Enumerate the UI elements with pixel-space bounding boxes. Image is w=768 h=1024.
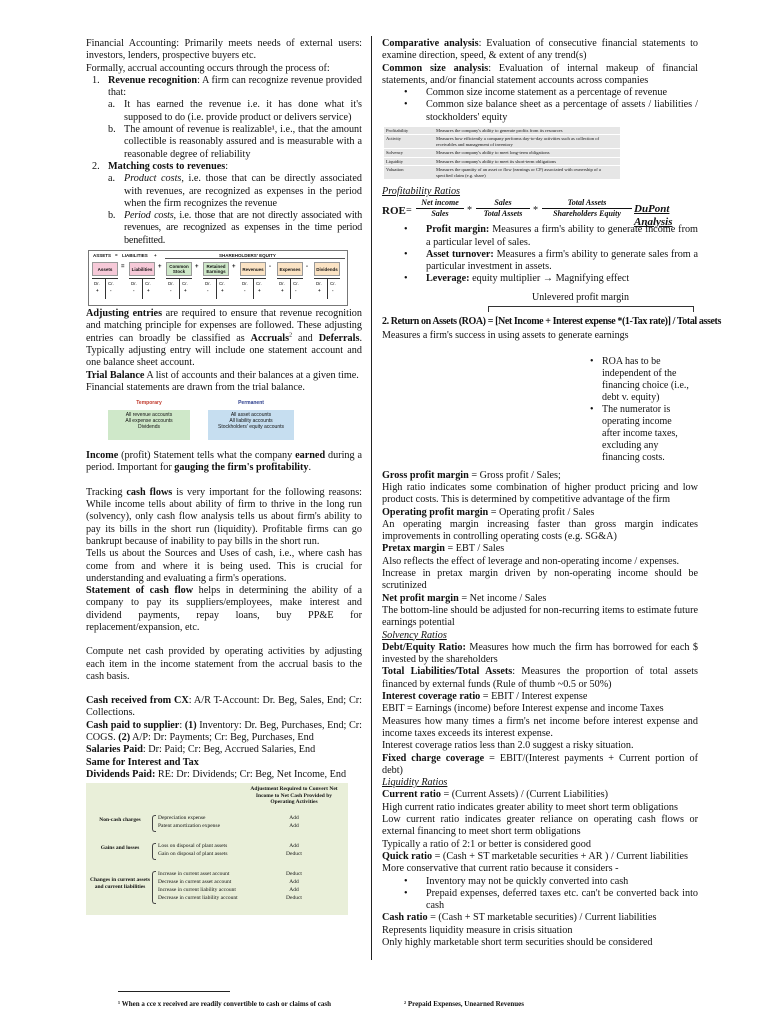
- debit-sign: +: [318, 288, 321, 294]
- ratio-category-table: [384, 127, 620, 180]
- eq-box: [240, 262, 266, 300]
- eq-assets-label: ASSETS: [93, 253, 112, 259]
- equals-sign: =: [406, 205, 412, 217]
- list-item-text: Common size balance sheet as a percentage of assets / liabilities / stockholders' equity: [426, 99, 698, 123]
- adjustment-item: Decrease in current liability account: [158, 895, 238, 902]
- compute-paragraph: Compute net cash provided by operating activities by adjusting each item in the income statement from the accrual basis to the cash basis.: [86, 646, 362, 682]
- debit-label: Dr.: [279, 281, 285, 287]
- credit-label: Cr.: [219, 281, 225, 287]
- paragraph-text: = EBT / Sales: [444, 543, 505, 555]
- interest-coverage-desc: Measures how many times a firm's net income before interest expense and income taxes exceeds its interest expense.: [382, 715, 698, 739]
- ratio-description: Measures the company's ability to meet long-term obligations: [436, 150, 550, 156]
- credit-sign: +: [258, 288, 261, 294]
- list-item-text: Measures a firm's ability to generate income from a particular level of sales.: [426, 224, 698, 248]
- debit-label: Dr.: [168, 281, 174, 287]
- paragraph-text: are required to ensure that revenue recognition and matching principle for expenses are followed. These adjusting entries can broadly be classified as: [86, 308, 362, 344]
- paragraph-text: = EBIT / Interest expense: [480, 691, 588, 703]
- dupont-label: DuPont Analysis: [634, 203, 673, 228]
- ratio-description: Measures the company's ability to generate profits from its resources: [436, 128, 563, 134]
- current-ratio-term: Current ratio: [382, 789, 441, 801]
- temporary-line: Dividends: [138, 424, 160, 431]
- list-item-text: Measures a firm's ability to generate sales from a particular investment in assets.: [426, 248, 699, 273]
- current-ratio-desc: High current ratio indicates greater ability to meet short term obligations: [382, 801, 678, 813]
- salaries-paragraph: [86, 744, 362, 756]
- debit-sign: +: [281, 288, 284, 294]
- table-row: [384, 166, 620, 180]
- paragraph-text: during a period. Important for: [86, 450, 362, 474]
- permanent-line: Stockholders' equity accounts: [218, 424, 284, 431]
- cash-ratio-desc: Only highly marketable short term securities should be considered: [382, 936, 653, 948]
- numerator: Sales: [476, 198, 530, 209]
- ratio-category: Profitability: [386, 128, 409, 134]
- interest-coverage-term: Interest coverage ratio: [382, 691, 481, 703]
- credit-sign: +: [184, 288, 187, 294]
- step-number: (1): [184, 719, 197, 731]
- list-item: • Leverage: equity multiplier → Magnifying effect: [404, 273, 630, 285]
- total-liab-term: Total Liabilities/Total Assets: [382, 666, 513, 678]
- scf-term: Statement of cash flow: [86, 585, 194, 597]
- operating-margin-paragraph: [382, 507, 698, 519]
- eq-equals: =: [115, 253, 118, 259]
- brace: [152, 815, 156, 832]
- credit-label: Cr.: [182, 281, 188, 287]
- list-item: • Common size balance sheet as a percentage of assets / liabilities / stockholders' equity: [404, 99, 698, 123]
- temporary-title: Temporary: [136, 400, 162, 407]
- permanent-title: Permanent: [238, 400, 264, 407]
- eq-box: [92, 262, 118, 300]
- trial-balance-paragraph: [86, 370, 362, 382]
- total-liab-paragraph: [382, 666, 698, 691]
- eq-box-label: Common Stock: [166, 262, 192, 276]
- dividends-paragraph: [86, 769, 362, 781]
- paragraph-text: : Evaluation of consecutive financial statements to examine direction, speed, & extent of any trend(s): [382, 38, 698, 62]
- brace: [152, 843, 156, 860]
- eq-box-label: Retained Earnings: [203, 262, 229, 276]
- list-item: 1. Revenue recognition: A firm can recognize revenue provided that:: [92, 74, 362, 99]
- spacer: [86, 683, 362, 695]
- adjustment-value: Deduct: [286, 871, 302, 878]
- list-item-text: :: [225, 160, 229, 172]
- quick-ratio-desc: More conservative that current ratio because it considers -: [382, 863, 619, 875]
- income-statement-paragraph: [86, 450, 362, 475]
- roe-label: ROE: [382, 205, 406, 218]
- list-item: 2. Matching costs to revenues:: [92, 160, 229, 172]
- eq-box-label: Assets: [92, 262, 118, 276]
- list-item: • The numerator is operating income after income taxes, excluding any financing costs.: [590, 403, 678, 463]
- times-sign: *: [467, 205, 473, 217]
- column-divider: [371, 36, 372, 960]
- eq-plus: +: [154, 253, 157, 259]
- dividends-term: Dividends Paid:: [86, 768, 156, 780]
- list-item: a. It has earned the revenue i.e. it has done what it's supposed to do (i.e. provide product or delivers service): [108, 99, 362, 123]
- footnote-right: ² Prepaid Expenses, Unearned Revenues: [404, 1000, 525, 1008]
- eq-operator: +: [158, 264, 162, 271]
- interest-coverage-paragraph: [382, 691, 698, 703]
- temporary-line: All expense accounts: [125, 418, 173, 425]
- eq-box: [203, 262, 229, 300]
- net-margin-desc: The bottom-line should be adjusted for non-recurring items to estimate future earnings potential: [382, 604, 698, 629]
- eq-operator: +: [195, 264, 199, 271]
- liquidity-heading: [382, 777, 698, 789]
- credit-sign: +: [147, 288, 150, 294]
- credit-label: Cr.: [145, 281, 151, 287]
- fs-paragraph: Financial statements are drawn from the trial balance.: [86, 381, 305, 393]
- leverage-term: Leverage:: [426, 273, 470, 285]
- fixed-charge-term: Fixed charge coverage: [382, 752, 485, 764]
- ratio-description: Measures the quantity of an asset or flow (earnings or CF) associated with ownership of a specified claim (e.g. share): [436, 167, 601, 178]
- list-item-text: ROA has to be independent of the financing choice (i.e., debt v. equity): [602, 355, 689, 403]
- intro-paragraph: Financial Accounting: Primarily meets needs of external users: investors, lenders, prospective buyers etc.: [86, 38, 362, 62]
- debit-sign: -: [133, 288, 135, 294]
- pretax-margin-paragraph: [382, 543, 698, 555]
- temporary-permanent-diagram: [86, 396, 362, 444]
- adjustment-header: Adjustment Required to Convert Net Income to Net Cash Provided by Operating Activities: [250, 786, 338, 806]
- pretax-margin-term: Pretax margin: [382, 543, 445, 555]
- paragraph-text: and: [292, 332, 319, 344]
- t-account: [203, 278, 229, 299]
- ratio-description: Measures the company's ability to meet its short-term obligations: [436, 158, 556, 164]
- paragraph-text: = (Cash + ST marketable securities) / Current liabilities: [427, 912, 657, 924]
- paragraph-text: = (Cash + ST marketable securities + AR ) / Current liabilities: [432, 850, 688, 862]
- numerator: Net income: [416, 198, 464, 209]
- ratio-category: Liquidity: [386, 158, 404, 164]
- list-item: • Common size income statement as a percentage of revenue: [404, 87, 668, 99]
- comparative-term: Comparative analysis: [382, 38, 479, 49]
- ratio-category: Valuation: [386, 167, 404, 173]
- adjustment-value: Add: [289, 823, 299, 830]
- paragraph-text: : Measures the proportion of total assets financed by external funds (Rule of thumb ~0.5 or 50%): [382, 666, 698, 690]
- unlevered-bracket: [488, 306, 694, 312]
- spacer: [86, 634, 362, 646]
- permanent-line: All liability accounts: [229, 418, 273, 425]
- list-item: • Inventory may not be quickly converted into cash: [404, 875, 629, 887]
- asset-turnover-term: Asset turnover:: [426, 248, 494, 260]
- debit-sign: -: [207, 288, 209, 294]
- adjustment-group-label: Gains and losses: [100, 845, 140, 852]
- list-item-text: , i.e. those that are not directly associated with revenues, are recognized as expenses in the time period benefitted.: [124, 210, 362, 246]
- paragraph-text: :: [179, 719, 185, 731]
- paragraph-text: : A/R T-Account: Dr. Beg, Sales, End; Cr: Collections.: [86, 695, 363, 719]
- accruals-term: Accruals: [250, 332, 290, 344]
- cash-paid-term: Cash paid to supplier: [86, 719, 180, 731]
- credit-label: Cr.: [330, 281, 336, 287]
- credit-sign: -: [110, 288, 112, 294]
- table-row: [384, 158, 620, 166]
- credit-sign: +: [221, 288, 224, 294]
- footnote-left: ¹ When a cce x received are readily convertible to cash or claims of cash: [118, 1000, 331, 1008]
- list-item-text: The amount of revenue is realizable¹, i.e., that the amount collectible is reasonably assured and is measurable with a reasonable degree of reliability: [124, 124, 362, 160]
- adjustment-value: Add: [289, 815, 299, 822]
- deferrals-term: Deferrals: [318, 332, 360, 344]
- interest-tax-paragraph: [86, 757, 362, 769]
- paragraph-text: A list of accounts and their balances at a given time.: [144, 369, 359, 381]
- fraction: [476, 198, 530, 219]
- current-ratio-desc: Typically a ratio of 2:1 or better is considered good: [382, 838, 591, 850]
- heading-text: Liquidity Ratios: [382, 777, 448, 789]
- table-row: [384, 127, 620, 135]
- list-item-text: equity multiplier → Magnifying effect: [469, 273, 630, 285]
- adjustment-item: Increase in current liability account: [158, 887, 236, 894]
- t-account: [92, 278, 118, 299]
- eq-box: [277, 262, 303, 300]
- paragraph-text: = (Current Assets) / (Current Liabilities): [440, 789, 608, 801]
- eq-box-label: Expenses: [277, 262, 303, 276]
- paragraph-text: = Operating profit / Sales: [488, 506, 595, 518]
- paragraph-text: . Typically adjusting entry will include one statement account and one balance sheet account.: [86, 332, 362, 369]
- adjustment-item: Gain on disposal of plant assets: [158, 851, 228, 858]
- credit-label: Cr.: [256, 281, 262, 287]
- ratio-category: Activity: [386, 136, 402, 142]
- list-item-text: Common size income statement as a percentage of revenue: [426, 87, 668, 99]
- eq-box: [166, 262, 192, 300]
- net-margin-paragraph: [382, 593, 698, 605]
- adjusting-entries-term: Adjusting entries: [86, 308, 163, 320]
- paragraph-text: (profit) Statement tells what the company: [118, 450, 296, 462]
- list-item: • Prepaid expenses, deferred taxes etc. can't be converted back into cash: [404, 887, 698, 912]
- adjustment-value: Add: [289, 879, 299, 886]
- eq-box: [314, 262, 340, 300]
- sources-uses-paragraph: Tells us about the Sources and Uses of cash, i.e., where cash has come from and where it is being used. This is crucial for understanding and evaluating a firm's operations.: [86, 548, 362, 584]
- quick-ratio-paragraph: [382, 851, 698, 863]
- debit-label: Dr.: [94, 281, 100, 287]
- eq-box-label: Revenues: [240, 262, 266, 276]
- debit-label: Dr.: [131, 281, 137, 287]
- net-margin-term: Net profit margin: [382, 592, 459, 604]
- list-item: • ROA has to be independent of the financing choice (i.e., debt v. equity): [590, 355, 689, 403]
- cash-ratio-paragraph: [382, 912, 698, 924]
- temporary-box: [108, 410, 190, 440]
- spacer: [86, 475, 362, 487]
- t-account: [314, 278, 340, 299]
- adjustment-item: Loss on disposal of plant assets: [158, 843, 228, 850]
- roa-formula: 2. Return on Assets (ROA) = [Net Income + Interest expense *(1-Tax rate)] / Total assets: [382, 315, 721, 327]
- cash-ratio-desc: Represents liquidity measure in crisis situation: [382, 924, 573, 936]
- left-column: [86, 38, 362, 915]
- eq-box-label: Liabilities: [129, 262, 155, 276]
- adjustment-group-label: Non-cash charges: [99, 817, 141, 824]
- denominator: Sales: [431, 209, 449, 219]
- pretax-desc: Increase in pretax margin driven by non-operating income should be scrutinized: [382, 568, 698, 592]
- list-item-text: Prepaid expenses, deferred taxes etc. can't be converted back into cash: [426, 887, 698, 912]
- debt-equity-paragraph: [382, 642, 698, 667]
- profitability-heading: [382, 186, 698, 198]
- list-item-text: The numerator is operating income after income taxes, excluding any financing costs.: [602, 403, 678, 463]
- solvency-heading: [382, 630, 698, 642]
- scf-paragraph: [86, 585, 362, 634]
- paragraph-text: helps in determining the ability of a company to pay its suppliers/employees, make interest and dividend payments, repay loans, buy PP&E for replacement/expansion, etc.: [86, 585, 362, 633]
- eq-box: [129, 262, 155, 300]
- eq-box-label: Dividends: [314, 262, 340, 276]
- debit-label: Dr.: [316, 281, 322, 287]
- fraction: [542, 198, 632, 219]
- paragraph-text: = Gross profit / Sales;: [468, 469, 561, 481]
- table-row: [384, 135, 620, 149]
- debit-sign: +: [96, 288, 99, 294]
- credit-label: Cr.: [293, 281, 299, 287]
- paragraph-text: Inventory: Dr. Beg, Purchases, End; Cr: COGS.: [86, 719, 362, 744]
- debit-sign: -: [244, 288, 246, 294]
- roa-description: Measures a firm's success in using assets to generate earnings: [382, 329, 629, 341]
- product-costs-term: Product costs: [124, 173, 182, 185]
- debit-label: Dr.: [242, 281, 248, 287]
- operating-margin-desc: An operating margin increasing faster than gross margin indicates improvements in controlling operating costs (e.g. SG&A): [382, 518, 698, 543]
- period-costs-term: Period costs: [124, 210, 174, 222]
- common-size-paragraph: [382, 63, 698, 88]
- accounting-equation-diagram: [88, 250, 348, 306]
- adjustment-value: Deduct: [286, 851, 302, 858]
- adjustment-group-label: Changes in current assets and current liabilities: [90, 877, 150, 890]
- paragraph-text: A/P: Dr: Payments; Cr: Beg, Purchases, End: [130, 732, 314, 744]
- adjustment-item: Decrease in current asset account: [158, 879, 232, 886]
- salaries-term: Salaries Paid: [86, 744, 143, 756]
- cash-flows-term: cash flows: [126, 486, 173, 498]
- eq-operator: -: [306, 264, 308, 271]
- eq-operator: +: [232, 264, 236, 271]
- footnote-ref: 2: [289, 332, 293, 339]
- debit-label: Dr.: [205, 281, 211, 287]
- adjustment-item: Depreciation expense: [158, 815, 206, 822]
- ebit-definition: EBIT = Earnings (income) before Interest expense and income Taxes: [382, 703, 664, 715]
- adjusting-entries-paragraph: [86, 308, 362, 369]
- common-size-term: Common size analysis: [382, 62, 489, 74]
- permanent-box: [208, 410, 294, 440]
- comparative-paragraph: [382, 38, 698, 63]
- adjustment-value: Deduct: [286, 895, 302, 902]
- list-item: b. Period costs, i.e. those that are not directly associated with revenues, are recognized as expenses in the time period benefitted.: [108, 210, 362, 246]
- income-term: Income: [86, 450, 119, 462]
- credit-label: Cr.: [108, 281, 114, 287]
- gauging-term: gauging the firm's profitability: [174, 462, 309, 474]
- roe-formula: [382, 198, 698, 228]
- paragraph-text: = EBIT/(Interest payments + Current portion of debt): [382, 752, 698, 776]
- credit-sign: -: [332, 288, 334, 294]
- interest-coverage-desc: Interest coverage ratios less than 2.0 suggest a risky situation.: [382, 740, 634, 752]
- ratio-description: Measures how efficiently a company performs day-to-day activities such as collection of receivables and management of inventory: [436, 136, 600, 147]
- eq-liabilities-label: LIABILITIES: [122, 253, 148, 259]
- adjustment-table: [86, 783, 348, 915]
- fraction: [416, 198, 464, 219]
- paragraph-text: RE: Dr: Dividends; Cr: Beg, Net Income, End: [155, 768, 347, 780]
- t-account: [240, 278, 266, 299]
- numerator: Total Assets: [542, 198, 632, 209]
- paragraph-text: is very important for the following reasons: While income tells about ability of firm to thrive in the long run (solvency), only cash flow analysis tells us about firm's ability to pay its bills in the short run (liquidity). Profitable firms can go bankrupt because of inability to pay bills in the short run.: [86, 486, 362, 547]
- times-sign: *: [533, 205, 539, 217]
- debt-equity-term: Debt/Equity Ratio:: [382, 641, 466, 653]
- revenue-recognition-label: Revenue recognition: [108, 74, 198, 86]
- paragraph-text: Tracking: [86, 486, 127, 498]
- step-number: (2): [118, 732, 131, 744]
- t-account: [166, 278, 192, 299]
- adjustment-item: Increase in current asset account: [158, 871, 230, 878]
- brace: [152, 871, 156, 904]
- adjustment-item: Patent amortization expense: [158, 823, 221, 830]
- pretax-desc: Also reflects the effect of leverage and non-operating income / expenses.: [382, 555, 680, 567]
- eq-operator: =: [121, 264, 125, 271]
- cash-received-paragraph: [86, 695, 362, 720]
- list-item: a. Product costs, i.e. those that can be directly associated with revenues, are recognized as expenses in the period when the firm recognizes the revenue: [108, 173, 362, 209]
- list-item: • Asset turnover: Measures a firm's ability to generate sales from a particular investment in assets.: [404, 248, 699, 273]
- credit-sign: -: [295, 288, 297, 294]
- unlevered-label: Unlevered profit margin: [532, 291, 630, 303]
- cash-flow-paragraph: [86, 487, 362, 548]
- adjustment-value: Add: [289, 887, 299, 894]
- paragraph-text: .: [308, 462, 312, 474]
- same-term: Same for Interest and Tax: [86, 756, 199, 768]
- temporary-line: All revenue accounts: [125, 412, 173, 419]
- paragraph-text: = Net income / Sales: [458, 592, 547, 604]
- paragraph-text: : Evaluation of internal makeup of financial statements, and/or financial statement accounts across companies: [382, 62, 698, 86]
- paragraph-text: : Dr: Paid; Cr: Beg, Accrued Salaries, End: [142, 744, 316, 756]
- cash-received-term: Cash received from CX: [86, 695, 189, 707]
- gross-margin-paragraph: [382, 470, 698, 482]
- gross-margin-term: Gross profit margin: [382, 469, 469, 481]
- accrual-intro: Formally, accrual accounting occurs through the process of:: [86, 62, 330, 74]
- list-item-text: Inventory may not be quickly converted into cash: [426, 875, 629, 887]
- current-ratio-desc: Low current ratio indicates greater reliance on operating cash flows or external financing to meet short term obligations: [382, 814, 698, 838]
- quick-ratio-term: Quick ratio: [382, 850, 433, 862]
- list-item: • Profit margin: Measures a firm's ability to generate income from a particular level of sales.: [404, 224, 698, 248]
- current-ratio-paragraph: [382, 789, 698, 801]
- footnote-rule: [118, 991, 230, 992]
- cash-paid-paragraph: [86, 720, 362, 745]
- list-item-text: : A firm can recognize revenue provided that:: [108, 74, 362, 99]
- permanent-line: All asset accounts: [230, 412, 272, 419]
- ratio-category: Solvency: [386, 150, 404, 156]
- heading-text: Solvency Ratios: [382, 629, 447, 641]
- table-row: [384, 149, 620, 157]
- adjustment-value: Add: [289, 843, 299, 850]
- right-column: [382, 38, 721, 949]
- operating-margin-term: Operating profit margin: [382, 506, 489, 518]
- gross-margin-desc: High ratio indicates some combination of higher product pricing and low product costs. This is determined by competitive advantage of the firm: [382, 482, 698, 506]
- matching-costs-label: Matching costs to revenues: [108, 160, 226, 172]
- trial-balance-term: Trial Balance: [86, 369, 145, 381]
- heading-text: Profitability Ratios: [382, 185, 461, 197]
- t-account: [129, 278, 155, 299]
- denominator: Total Assets: [483, 209, 523, 219]
- list-item-text: It has earned the revenue i.e. it has done what it's supposed to do (i.e. provide product or delivers service): [124, 99, 362, 123]
- debit-sign: -: [170, 288, 172, 294]
- se-bracket: [165, 258, 345, 259]
- cash-ratio-term: Cash ratio: [382, 912, 428, 924]
- paragraph-text: Measures how much the firm has borrowed for each $ invested by the shareholders: [382, 641, 698, 666]
- fixed-charge-paragraph: [382, 753, 698, 778]
- t-account: [277, 278, 303, 299]
- profit-margin-term: Profit margin:: [426, 224, 490, 236]
- eq-operator: -: [269, 264, 271, 271]
- eq-se-label: SHAREHOLDERS' EQUITY: [219, 253, 276, 259]
- list-item-text: , i.e. those that can be directly associated with revenues, are recognized as expenses in the period when the firm recognizes the revenue: [124, 173, 362, 209]
- list-item: b. The amount of revenue is realizable¹, i.e., that the amount collectible is reasonably assured and is measurable with a reasonable degree of reliability: [108, 124, 362, 160]
- earned-term: earned: [295, 450, 326, 462]
- denominator: Shareholders Equity: [553, 209, 621, 219]
- roa-notes: [590, 356, 690, 464]
- roa-block: [382, 291, 721, 356]
